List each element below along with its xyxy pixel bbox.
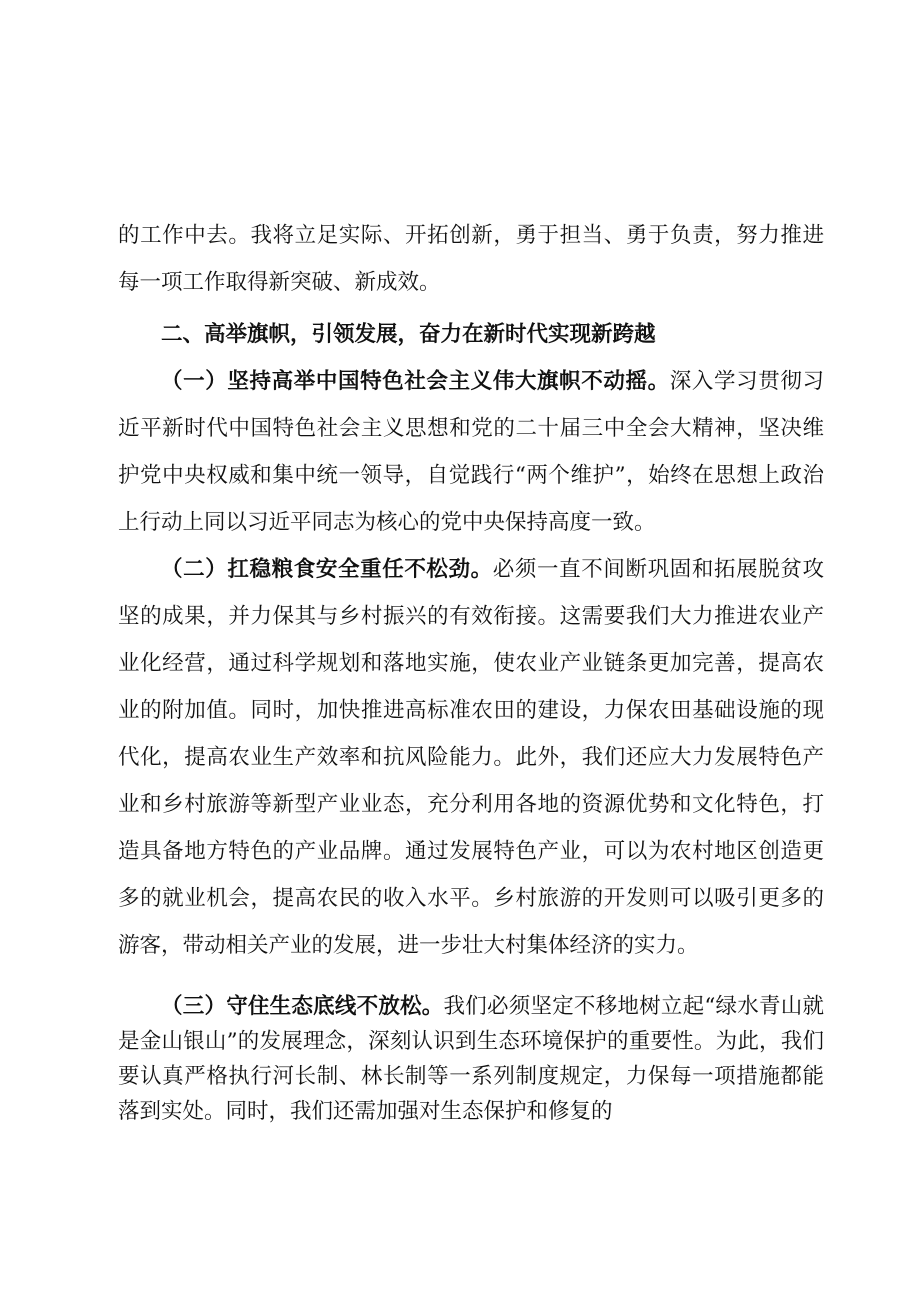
item-3-paragraph [118,989,824,1129]
item-1-paragraph [118,358,824,546]
item-1-title: （一）坚持高举中国特色社会主义伟大旗帜不动摇。 [161,369,670,394]
item-2-body: 必须一直不间断巩固和拓展脱贫攻坚的成果，并力保其与乡村振兴的有效衔接。这需要我们大力推进农业产业化经营，通过科学规划和落地实施，使农业产业链条更加完善，提高农业的附加值。同时，加快推进高标准农田的建设，力保农田基础设施的现代化，提高农业生产效率和抗风险能力。此外，我们还应大力发展特色产业和乡村旅游等新型产业业态，充分利用各地的资源优势和文化特色，打造具备地方特色的产业品牌。通过发展特色产业，可以为农村地区创造更多的就业机会，提高农民的收入水平。乡村旅游的开发则可以吸引更多的游客，带动相关产业的发展，进一步壮大村集体经济的实力。 [118,557,824,958]
item-3-body: 我们必须坚定不移地树立起“绿水青山就是金山银山”的发展理念，深刻认识到生态环境保护的重要性。为此，我们要认真严格执行河长制、林长制等一系列制度规定，力保每一项措施都能落到实处。同时，我们还需加强对生态保护和修复的 [118,994,824,1124]
section-heading-2: 二、高举旗帜，引领发展，奋力在新时代实现新跨越 [161,322,656,347]
item-3-title: （三）守住生态底线不放松。 [161,994,444,1019]
document-body [118,212,824,1129]
paragraph-continued: 的工作中去。我将立足实际、开拓创新，勇于担当、勇于负责，努力推进每一项工作取得新突破、新成效。 [118,223,824,295]
item-1-body: 深入学习贯彻习近平新时代中国特色社会主义思想和党的二十届三中全会大精神，坚决维护党中央权威和集中统一领导，自觉践行“两个维护”，始终在思想上政治上行动上同以习近平同志为核心的党中央保持高度一致。 [118,369,824,535]
item-2-title: （二）扛稳粮食安全重任不松劲。 [161,557,493,582]
item-2-paragraph [118,546,824,969]
